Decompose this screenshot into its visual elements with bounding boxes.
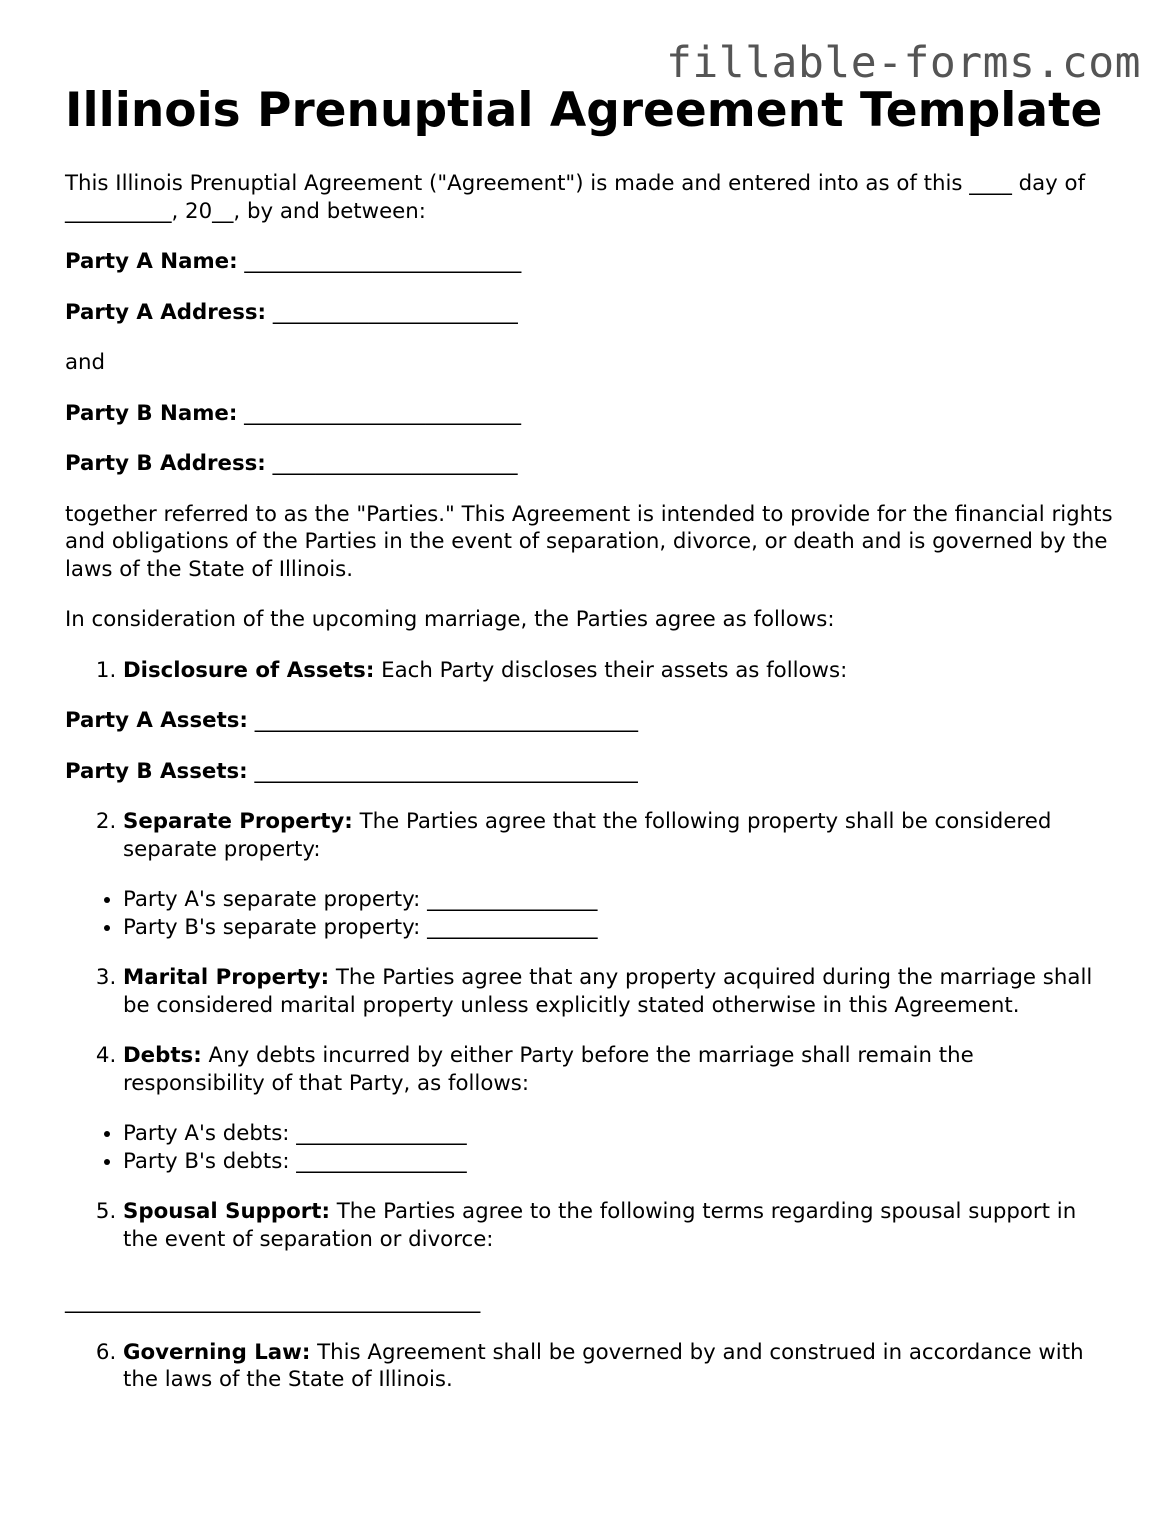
party-a-assets-label: Party A Assets: bbox=[65, 708, 248, 733]
section-list-3 bbox=[65, 964, 1115, 1097]
section-list-2 bbox=[65, 808, 1115, 863]
section-marital-property bbox=[123, 964, 1115, 1019]
section-heading: Marital Property: bbox=[123, 965, 330, 990]
section-list-6 bbox=[65, 1339, 1115, 1394]
section-text: Each Party discloses their assets as follows: bbox=[374, 657, 848, 683]
and-text: and bbox=[65, 350, 106, 375]
party-a-assets-field[interactable] bbox=[65, 707, 1115, 735]
party-a-name-label: Party A Name: bbox=[65, 249, 238, 274]
debts-list bbox=[65, 1120, 1115, 1175]
spousal-support-blank[interactable]: _______________________________________ bbox=[65, 1289, 481, 1314]
party-b-name-field[interactable] bbox=[65, 400, 1115, 428]
section-list-1 bbox=[65, 657, 1115, 685]
list-item[interactable]: • Party A's debts: ________________ bbox=[123, 1120, 1115, 1148]
section-disclosure-of-assets bbox=[123, 657, 1115, 685]
list-item[interactable]: • Party B's debts: ________________ bbox=[123, 1148, 1115, 1176]
section-list-5 bbox=[65, 1198, 1115, 1253]
party-b-address-blank[interactable]: _______________________ bbox=[272, 451, 518, 476]
document bbox=[65, 82, 1115, 1394]
party-b-name-blank[interactable]: __________________________ bbox=[244, 400, 522, 426]
watermark: fillable-forms.com bbox=[666, 38, 1141, 88]
section-heading: Governing Law: bbox=[123, 1339, 311, 1365]
party-a-address-label: Party A Address: bbox=[65, 299, 267, 325]
section-text: The Parties agree to the following terms regarding spousal support in the event of separation or divorce: bbox=[123, 1199, 1077, 1252]
intro-paragraph: This Illinois Prenuptial Agreement ("Agreement") is made and entered into as of this ____ day of __________, 20__, by and between: bbox=[65, 171, 1086, 224]
section-text: The Parties agree that the following property shall be considered separate property: bbox=[123, 809, 1052, 862]
party-b-assets-label: Party B Assets: bbox=[65, 758, 248, 784]
section-text: Any debts incurred by either Party before the marriage shall remain the responsibility of that Party, as follows: bbox=[123, 1043, 974, 1096]
party-b-assets-field[interactable] bbox=[65, 758, 1115, 786]
parties-paragraph: together referred to as the "Parties." This Agreement is intended to provide for the financial rights and obligations of the Parties in the event of separation, divorce, or death and is governed by the laws of the State of Illinois. bbox=[65, 501, 1113, 582]
party-b-name-label: Party B Name: bbox=[65, 400, 238, 426]
section-heading: Separate Property: bbox=[123, 809, 353, 834]
party-b-address-label: Party B Address: bbox=[65, 451, 266, 476]
section-text: This Agreement shall be governed by and construed in accordance with the laws of the State of Illinois. bbox=[123, 1339, 1084, 1392]
consideration-paragraph: In consideration of the upcoming marriage, the Parties agree as follows: bbox=[65, 607, 835, 632]
list-item[interactable]: • Party B's separate property: ________________ bbox=[123, 914, 1115, 942]
section-text: The Parties agree that any property acquired during the marriage shall be considered marital property unless explicitly stated otherwise in this Agreement. bbox=[123, 965, 1093, 1018]
party-b-address-field[interactable] bbox=[65, 450, 1115, 478]
page-title: Illinois Prenuptial Agreement Template bbox=[65, 83, 1103, 138]
section-spousal-support bbox=[123, 1198, 1115, 1253]
list-item[interactable]: • Party A's separate property: ________________ bbox=[123, 886, 1115, 914]
section-heading: Disclosure of Assets: bbox=[123, 657, 375, 683]
section-heading: Spousal Support: bbox=[123, 1199, 330, 1224]
party-a-name-blank[interactable]: __________________________ bbox=[244, 249, 522, 274]
party-a-name-field[interactable] bbox=[65, 248, 1115, 276]
party-a-address-blank[interactable]: _______________________ bbox=[272, 299, 518, 325]
section-separate-property bbox=[123, 808, 1115, 863]
separate-property-list bbox=[65, 886, 1115, 941]
section-heading: Debts: bbox=[123, 1043, 202, 1068]
party-a-address-field[interactable] bbox=[65, 299, 1115, 327]
section-governing-law bbox=[123, 1339, 1115, 1394]
party-a-assets-blank[interactable]: ____________________________________ bbox=[254, 708, 639, 733]
party-b-assets-blank[interactable]: ____________________________________ bbox=[254, 758, 638, 784]
section-debts bbox=[123, 1042, 1115, 1097]
